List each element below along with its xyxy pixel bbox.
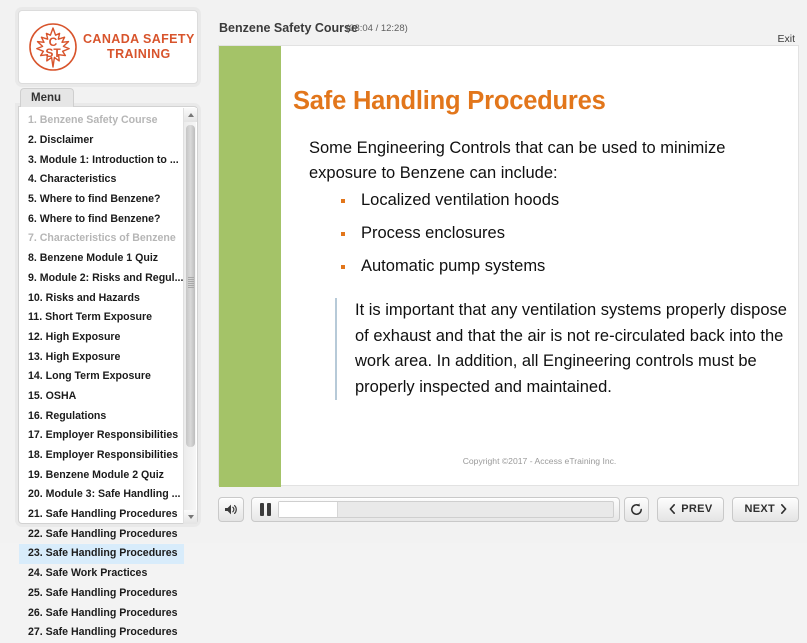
prev-button[interactable]: [657, 497, 724, 522]
scrollbar-thumb[interactable]: [186, 125, 195, 447]
scroll-up-arrow-icon[interactable]: [184, 108, 197, 122]
seek-group: [251, 497, 620, 522]
menu-scrollbar[interactable]: [183, 108, 196, 524]
slide-accent-bar: [219, 46, 281, 487]
scrollbar-grip: [188, 277, 194, 289]
replay-button[interactable]: [624, 497, 649, 522]
chevron-right-icon: [780, 504, 787, 514]
course-time: (08:04 / 12:28): [346, 23, 408, 34]
replay-circular-arrow-icon: [629, 502, 644, 517]
brand-logo-line1: CANADA SAFETY: [83, 32, 195, 46]
speaker-volume-icon: [224, 503, 239, 516]
pause-icon-bar2: [267, 503, 271, 516]
menu-item[interactable]: 12. High Exposure: [28, 330, 121, 343]
menu-tab[interactable]: Menu: [20, 88, 74, 107]
menu-item[interactable]: 6. Where to find Benzene?: [28, 212, 161, 225]
menu-item[interactable]: 17. Employer Responsibilities: [28, 429, 179, 442]
menu-item[interactable]: 8. Benzene Module 1 Quiz: [28, 252, 159, 265]
menu-item[interactable]: 14. Long Term Exposure: [28, 370, 151, 383]
pause-icon: [260, 503, 264, 516]
volume-button[interactable]: [218, 497, 244, 522]
pause-button[interactable]: [257, 500, 273, 519]
slide-copyright: Copyright ©2017 - Access eTraining Inc.: [462, 456, 617, 466]
slide-stage: [218, 45, 799, 486]
left-panel: [0, 0, 210, 639]
menu-item[interactable]: 10. Risks and Hazards: [28, 291, 140, 304]
menu-item[interactable]: 2. Disclaimer: [28, 134, 94, 147]
player-control-bar: [218, 492, 799, 526]
menu-item[interactable]: 19. Benzene Module 2 Quiz: [28, 468, 164, 481]
menu-list: [19, 111, 184, 643]
slide-bullet: Automatic pump systems: [329, 254, 559, 279]
menu-item[interactable]: 5. Where to find Benzene?: [28, 193, 161, 206]
menu-item[interactable]: 25. Safe Handling Procedures: [28, 586, 178, 599]
scroll-down-arrow-icon[interactable]: [184, 510, 197, 524]
slide-title: Safe Handling Procedures: [293, 87, 606, 115]
menu-item[interactable]: 11. Short Term Exposure: [28, 311, 153, 324]
svg-text:C: C: [48, 35, 58, 49]
slide-bullet: Localized ventilation hoods: [329, 188, 559, 213]
menu-item[interactable]: 13. High Exposure: [28, 350, 121, 363]
page-title: Benzene Safety Course: [219, 21, 358, 35]
menu-item[interactable]: 21. Safe Handling Procedures: [28, 508, 178, 521]
canada-maple-leaf-cst-icon: [27, 21, 79, 73]
svg-text:ST: ST: [45, 46, 61, 60]
progress-slider[interactable]: [278, 501, 614, 518]
slide-note-callout: It is important that any ventilation systems properly dispose of exhaust and that the air is not re-circulated back into the work area. In addition, all Engineering controls must be properly inspected and maintained.: [335, 298, 795, 400]
next-button[interactable]: [732, 497, 799, 522]
menu-item[interactable]: 20. Module 3: Safe Handling ...: [28, 488, 181, 501]
menu-item[interactable]: 26. Safe Handling Procedures: [28, 606, 178, 619]
next-button-label: NEXT: [744, 503, 775, 515]
menu-panel: [18, 106, 198, 639]
menu-item[interactable]: 22. Safe Handling Procedures: [28, 527, 178, 540]
exit-button[interactable]: Exit: [777, 33, 795, 45]
menu-item[interactable]: 7. Characteristics of Benzene: [28, 232, 176, 245]
menu-item[interactable]: 9. Module 2: Risks and Regul...: [28, 271, 184, 284]
player-area: [210, 0, 807, 543]
menu-item[interactable]: 24. Safe Work Practices: [28, 567, 148, 580]
menu-item[interactable]: 3. Module 1: Introduction to ...: [28, 153, 179, 166]
slide-intro-text: Some Engineering Controls that can be used to minimize exposure to Benzene can include:: [309, 139, 726, 182]
prev-button-label: PREV: [681, 503, 713, 515]
menu-item[interactable]: 16. Regulations: [28, 409, 107, 422]
menu-item[interactable]: 15. OSHA: [28, 389, 77, 402]
menu-item[interactable]: 18. Employer Responsibilities: [28, 449, 179, 462]
progress-fill: [279, 502, 338, 517]
menu-item[interactable]: 4. Characteristics: [28, 173, 117, 186]
player-header: [210, 0, 807, 45]
chevron-left-icon: [669, 504, 676, 514]
brand-logo-line2: TRAINING: [107, 47, 171, 61]
slide-bullet: Process enclosures: [329, 221, 559, 246]
menu-item[interactable]: 23. Safe Handling Procedures: [19, 544, 184, 564]
slide-bullet-list: [329, 188, 559, 287]
brand-logo-text: [83, 32, 195, 62]
menu-item[interactable]: 1. Benzene Safety Course: [28, 114, 158, 127]
menu-item[interactable]: 27. Safe Handling Procedures: [28, 626, 178, 639]
slide-content: [281, 46, 798, 485]
brand-logo: [18, 10, 198, 84]
